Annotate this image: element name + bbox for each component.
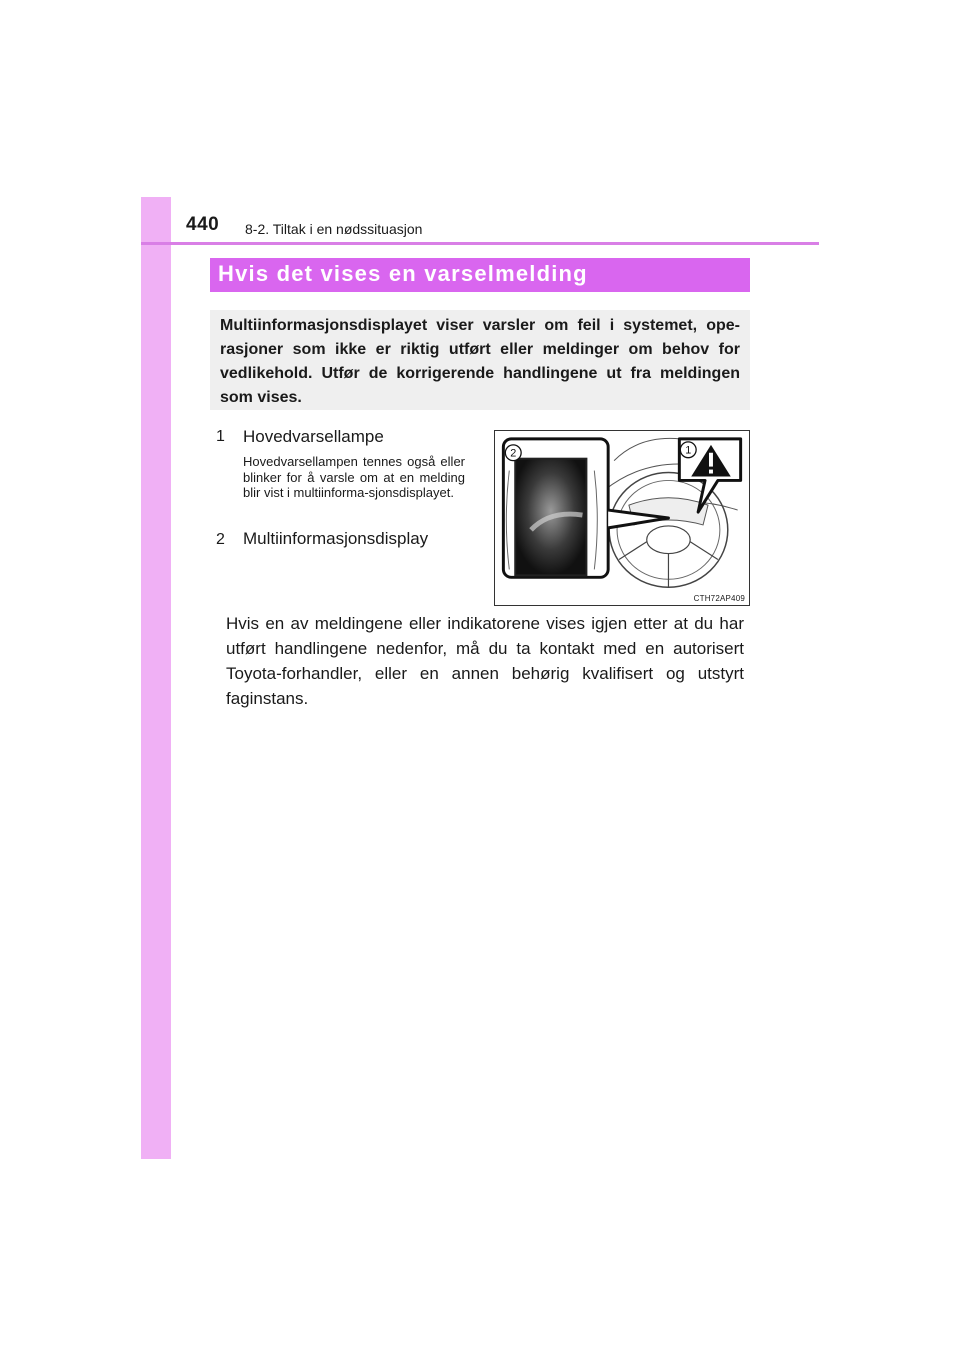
- header-rule: [141, 242, 819, 245]
- item-number-1: 1: [216, 428, 225, 445]
- dashboard-drawing: [495, 431, 749, 605]
- callout-2-number: 2: [510, 447, 517, 460]
- figure-code: CTH72AP409: [693, 594, 745, 603]
- callout-1-number: 1: [685, 444, 692, 457]
- dashboard-illustration: [494, 430, 750, 606]
- intro-text: Multiinformasjonsdisplayet viser varsler om feil i systemet, ope-rasjoner som ikke er riktig utført eller meldinger om behov for vedlikehold. Utfør de korrigerende handlingene ut fra meldingen som vises.: [220, 317, 740, 406]
- section-title: Hvis det vises en varselmelding: [210, 258, 750, 292]
- item-label-2: Multiinformasjonsdisplay: [243, 529, 429, 548]
- item-description-1: Hovedvarsellampen tennes også eller blinker for å varsle om at en melding blir vist i multiinforma-sjonsdisplayet.: [243, 454, 465, 500]
- section-reference: 8-2. Tiltak i en nødssituasjon: [245, 221, 423, 237]
- item-number-2: 2: [216, 531, 225, 548]
- chapter-side-tab: [141, 197, 171, 1159]
- body-paragraph: Hvis en av meldingene eller indikatorene vises igjen etter at du har utført handlingene nedenfor, må du ta kontakt med en autorisert Toyota-forhandler, eller en annen behørig kvalifisert og utstyrt faginstans.: [226, 614, 744, 708]
- intro-box: [210, 310, 750, 410]
- item-label-1: Hovedvarsellampe: [243, 427, 384, 446]
- page-number: 440: [186, 214, 220, 235]
